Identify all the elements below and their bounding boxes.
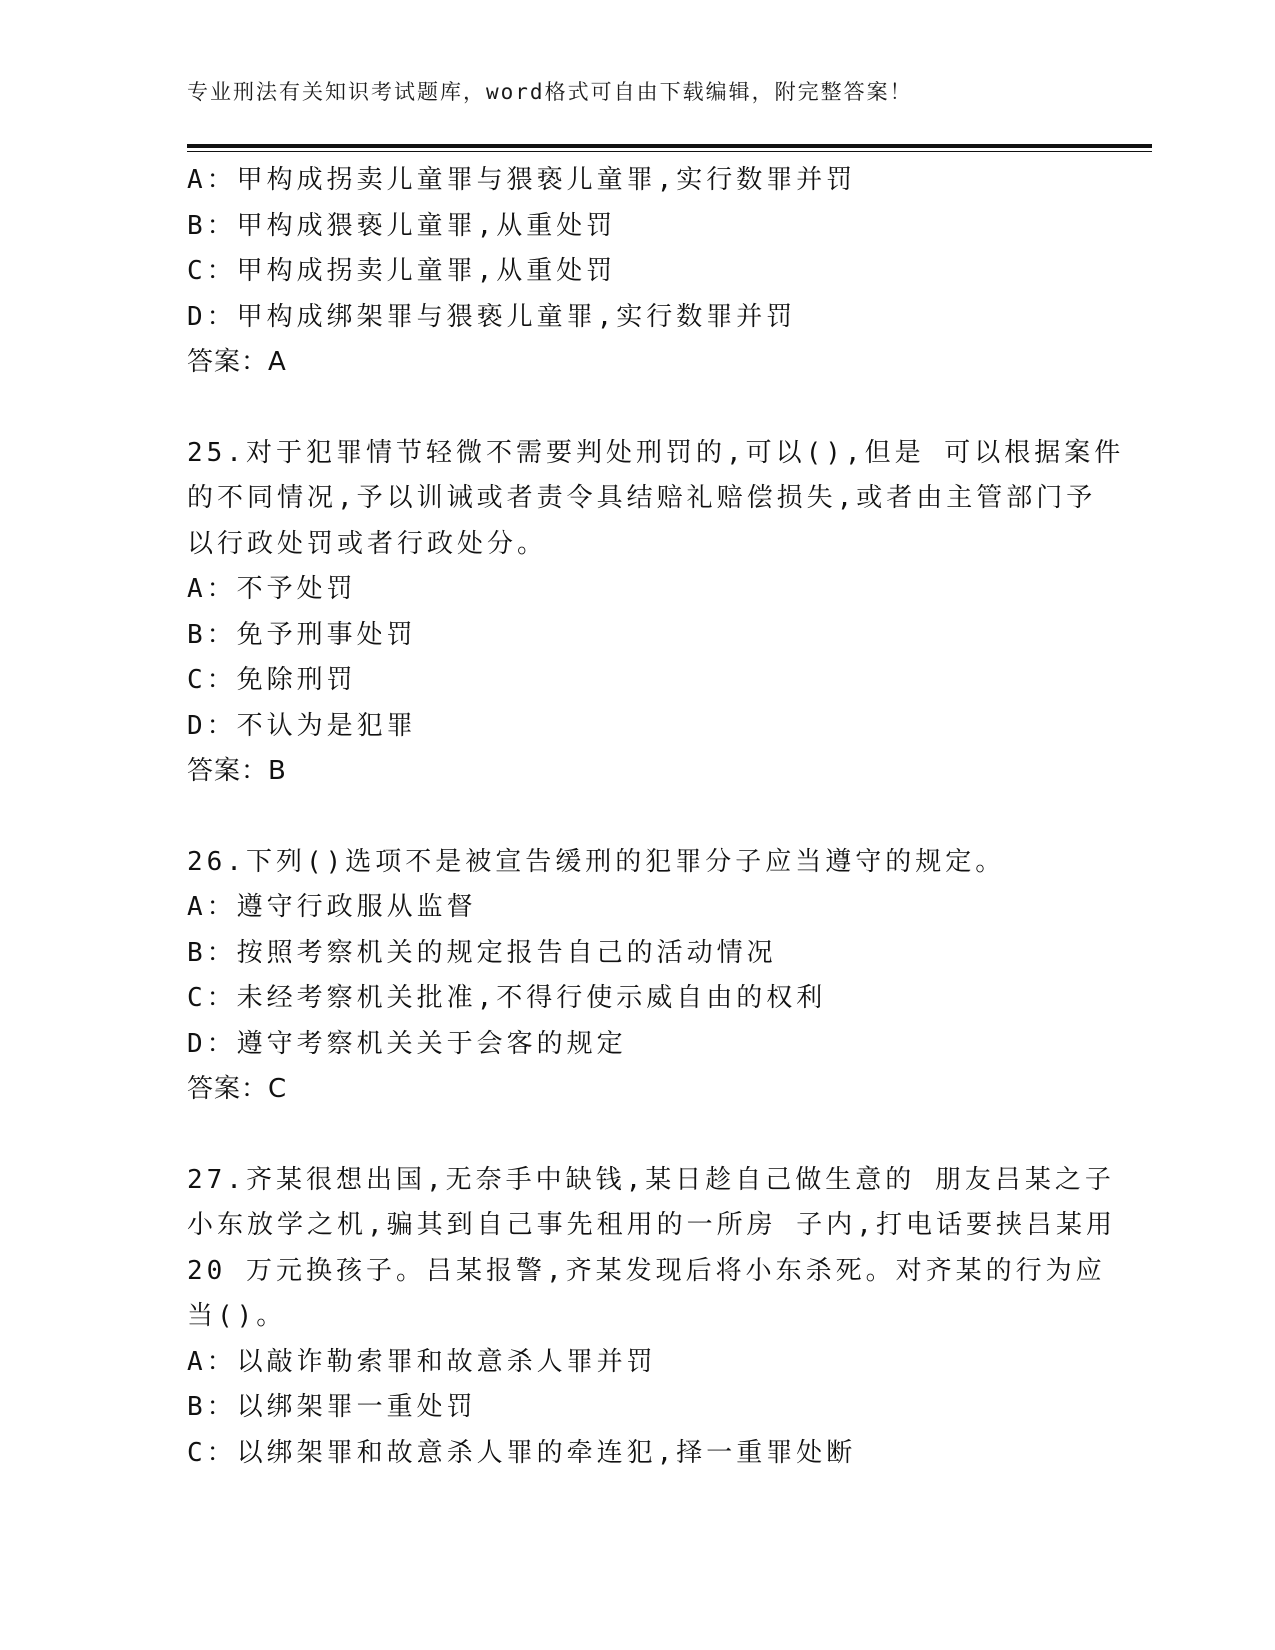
- question-text-line: 25.对于犯罪情节轻微不需要判处刑罚的,可以(),但是 可以根据案件: [187, 437, 1125, 468]
- option-b: B：甲构成猥亵儿童罪,从重处罚: [187, 210, 617, 241]
- answer: 答案：A: [187, 347, 287, 377]
- option-b: B：按照考察机关的规定报告自己的活动情况: [187, 937, 777, 968]
- question-text-line: 26.下列()选项不是被宣告缓刑的犯罪分子应当遵守的规定。: [187, 846, 1006, 877]
- option-b: B：以绑架罪一重处罚: [187, 1392, 477, 1422]
- question-25: [187, 431, 1125, 795]
- option-a: A：甲构成拐卖儿童罪与猥亵儿童罪,实行数罪并罚: [187, 165, 857, 195]
- option-a: A：以敲诈勒索罪和故意杀人罪并罚: [187, 1346, 657, 1377]
- page-header: 专业刑法有关知识考试题库，word格式可自由下载编辑，附完整答案！: [187, 80, 913, 104]
- option-d: D：遵守考察机关关于会客的规定: [187, 1028, 627, 1059]
- question-text-line: 小东放学之机,骗其到自己事先租用的一所房 子内,打电话要挟吕某用: [187, 1210, 1116, 1240]
- option-c: C：甲构成拐卖儿童罪,从重处罚: [187, 256, 617, 286]
- option-a: A：遵守行政服从监督: [187, 892, 477, 922]
- question-text-line: 27.齐某很想出国,无奈手中缺钱,某日趁自己做生意的 朋友吕某之子: [187, 1164, 1115, 1195]
- question-text-line: 当()。: [187, 1301, 287, 1331]
- answer: 答案：B: [187, 756, 287, 786]
- question-24: [187, 158, 1087, 386]
- question-text-line: 以行政处罚或者行政处分。: [187, 528, 548, 559]
- option-d: D：甲构成绑架罪与猥亵儿童罪,实行数罪并罚: [187, 301, 797, 332]
- header-rule-thin: [187, 151, 1152, 152]
- question-list: [187, 158, 1125, 1476]
- question-26: [187, 840, 1087, 1113]
- option-c: C：免除刑罚: [187, 665, 357, 695]
- option-a: A：不予处罚: [187, 574, 357, 604]
- header-rule-thick: [187, 144, 1152, 148]
- option-c: C：未经考察机关批准,不得行使示威自由的权利: [187, 983, 827, 1013]
- option-b: B：免予刑事处罚: [187, 619, 417, 650]
- option-d: D：不认为是犯罪: [187, 710, 417, 741]
- option-c: C：以绑架罪和故意杀人罪的牵连犯,择一重罪处断: [187, 1437, 857, 1468]
- question-27: [187, 1158, 1116, 1477]
- answer: 答案：C: [187, 1074, 288, 1104]
- question-text-line: 的不同情况,予以训诫或者责令具结赔礼赔偿损失,或者由主管部门予: [187, 483, 1097, 513]
- question-text-line: 20 万元换孩子。吕某报警,齐某发现后将小东杀死。对齐某的行为应: [187, 1255, 1106, 1286]
